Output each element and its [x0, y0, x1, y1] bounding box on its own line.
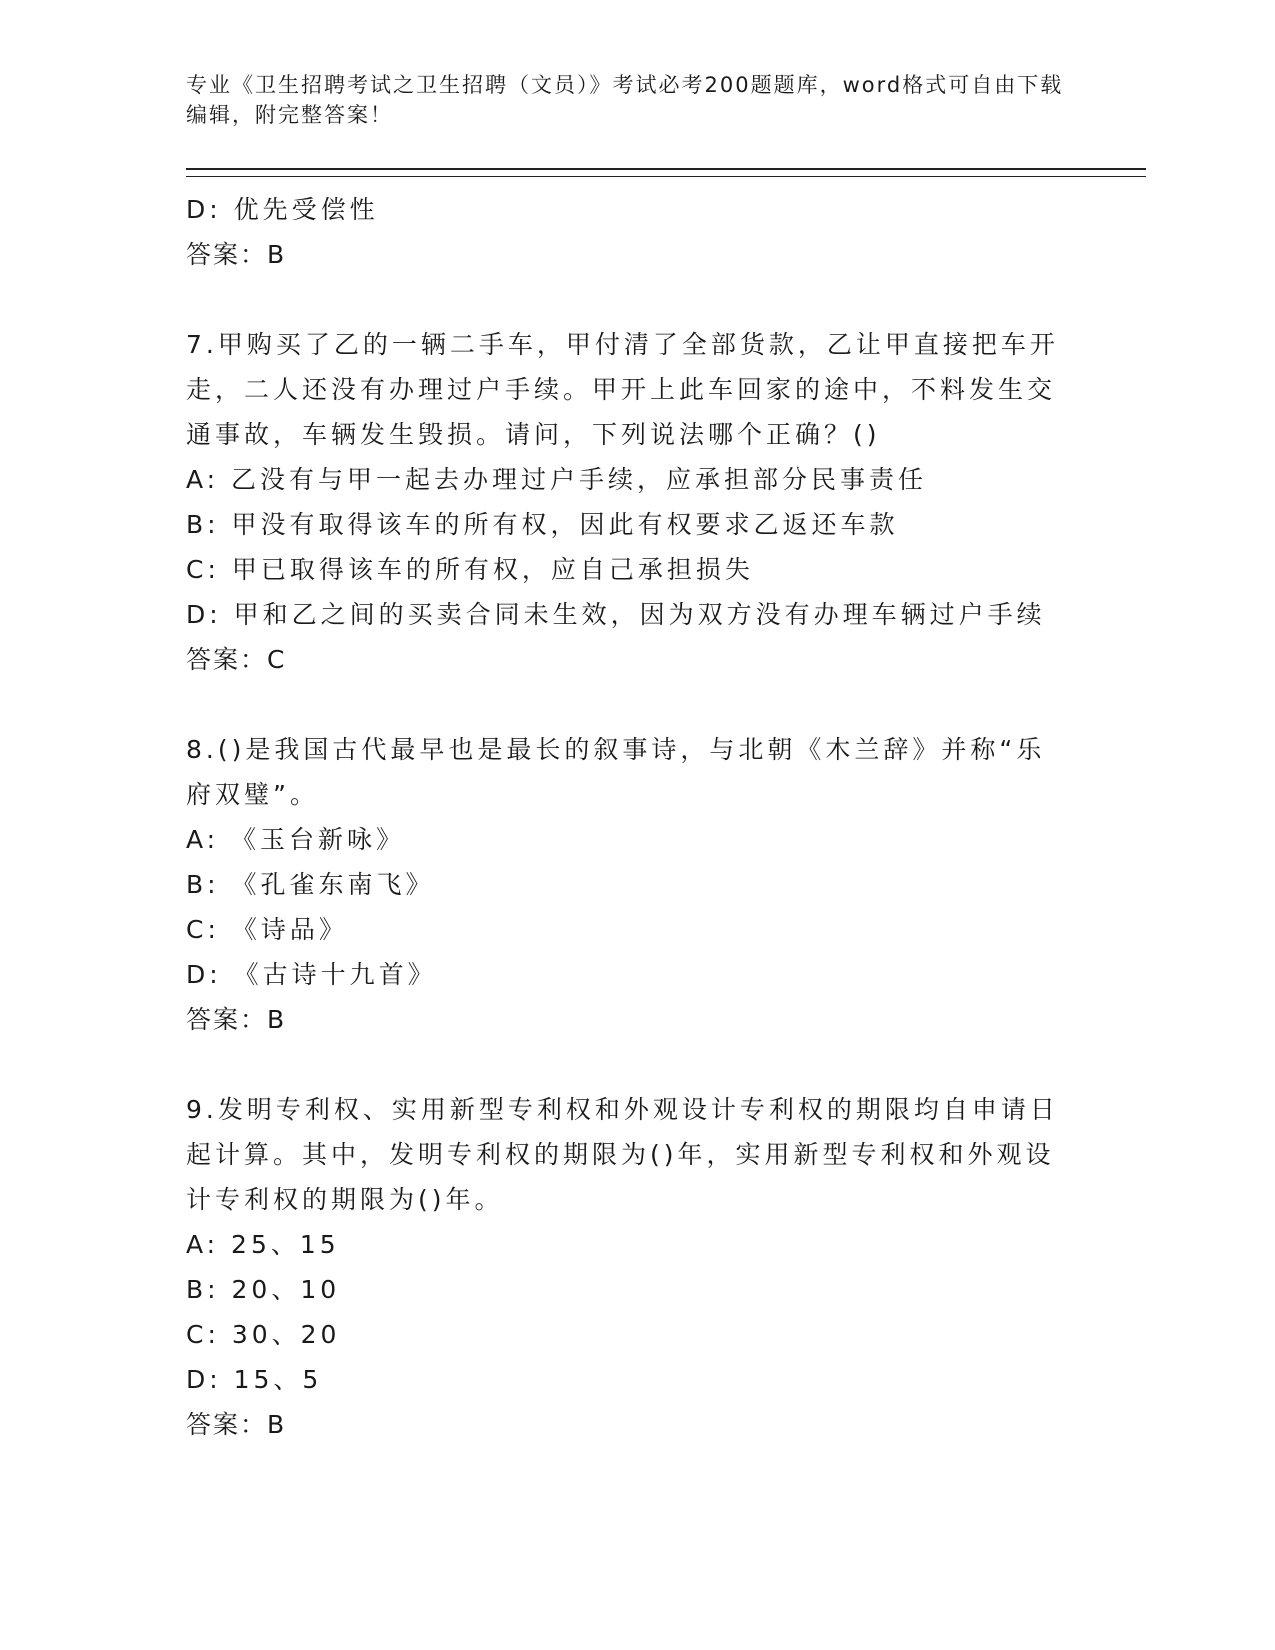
q9-option-d: D: 15、5	[186, 1365, 323, 1394]
spacer	[186, 1042, 1146, 1087]
q8-option-a: A: 《玉台新咏》	[186, 825, 406, 854]
q9-option-a: A: 25、15	[186, 1230, 340, 1259]
q7-stem: 7.甲购买了乙的一辆二手车，甲付清了全部货款，乙让甲直接把车开走，二人还没有办理过户手续。甲开上此车回家的途中，不料发生交通事故，车辆发生毁损。请问，下列说法哪个正确？()	[186, 330, 1059, 449]
q9-option-c: C: 30、20	[186, 1320, 341, 1349]
q9-stem: 9.发明专利权、实用新型专利权和外观设计专利权的期限均自申请日起计算。其中，发明专利权的期限为()年，实用新型专利权和外观设计专利权的期限为()年。	[186, 1095, 1059, 1214]
q6-answer: 答案：B	[186, 240, 287, 269]
document-header: 专业《卫生招聘考试之卫生招聘（文员）》考试必考200题题库，word格式可自由下载编辑，附完整答案！	[186, 73, 1064, 127]
q7-answer: 答案：C	[186, 645, 287, 674]
q8-stem: 8.()是我国古代最早也是最长的叙事诗，与北朝《木兰辞》并称“乐府双璧”。	[186, 735, 1046, 809]
q8-option-c: C: 《诗品》	[186, 915, 348, 944]
q8-option-b: B: 《孔雀东南飞》	[186, 870, 435, 899]
q7-option-d: D: 甲和乙之间的买卖合同未生效，因为双方没有办理车辆过户手续	[186, 600, 1046, 629]
spacer	[186, 277, 1146, 322]
document-page	[186, 70, 1146, 1447]
spacer	[186, 682, 1146, 727]
header-divider	[186, 168, 1146, 177]
q9-option-b: B: 20、10	[186, 1275, 341, 1304]
question-list	[186, 187, 1146, 1447]
q8-answer: 答案：B	[186, 1005, 287, 1034]
q8-option-d: D: 《古诗十九首》	[186, 960, 437, 989]
q7-option-a: A: 乙没有与甲一起去办理过户手续，应承担部分民事责任	[186, 465, 928, 494]
q6-option-d: D: 优先受偿性	[186, 195, 379, 224]
q7-option-c: C: 甲已取得该车的所有权，应自己承担损失	[186, 555, 754, 584]
q9-answer: 答案：B	[186, 1410, 287, 1439]
q7-option-b: B: 甲没有取得该车的所有权，因此有权要求乙返还车款	[186, 510, 899, 539]
